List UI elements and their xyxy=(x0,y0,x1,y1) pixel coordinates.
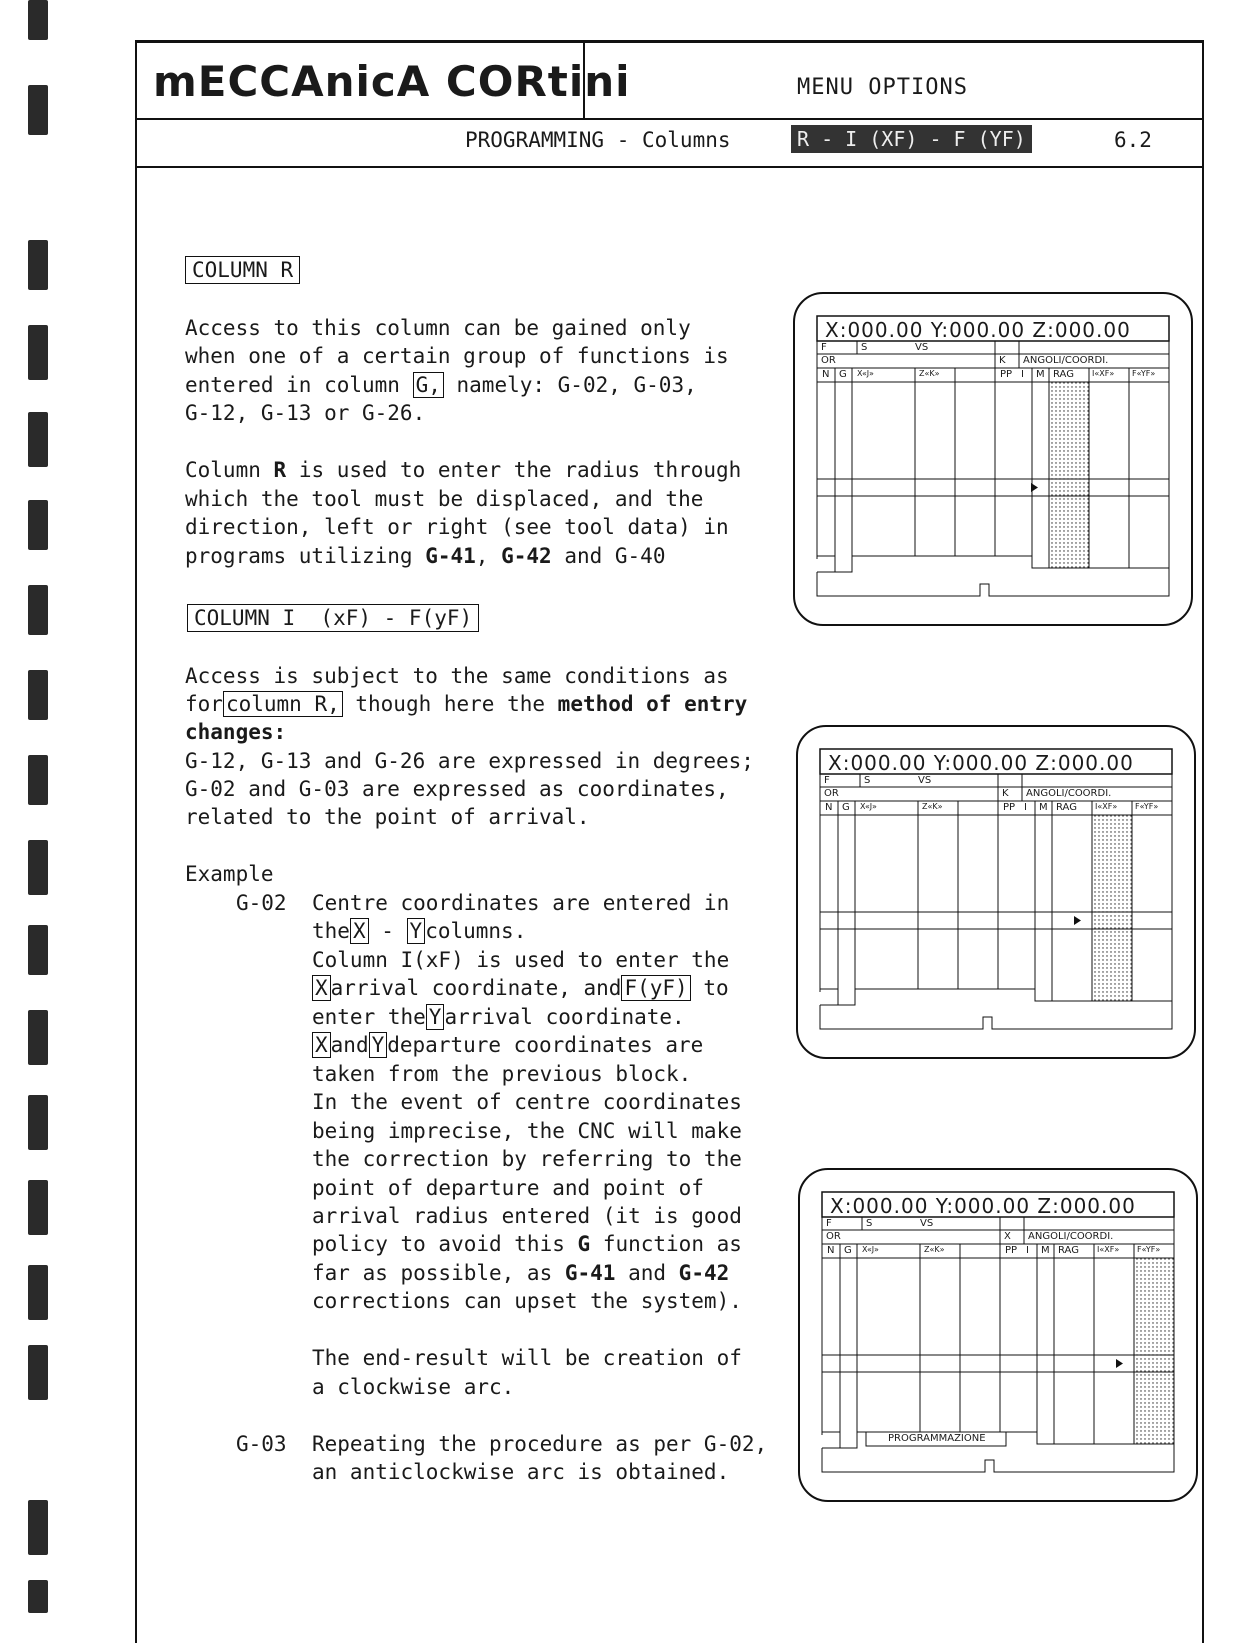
code-label: G-03 xyxy=(236,1432,287,1456)
coordinate-readout: X:000.00 Y:000.00 Z:000.00 xyxy=(828,751,1134,775)
col-ixf: I«XF» xyxy=(1092,369,1115,378)
col-zk: Z«K» xyxy=(919,369,940,378)
binder-mark xyxy=(28,325,48,380)
col-xj: X«J» xyxy=(860,802,877,811)
row-label-f: F xyxy=(824,775,830,786)
col-pp: PP xyxy=(1000,369,1013,380)
boxed-term: Y xyxy=(426,1004,445,1030)
binder-mark xyxy=(28,240,48,290)
binder-mark xyxy=(28,1010,48,1065)
boxed-term: Y xyxy=(407,918,426,944)
col-n: N xyxy=(825,802,833,813)
row-label-or: OR xyxy=(826,1231,841,1242)
column-r-label: COLUMN R xyxy=(185,256,300,284)
col-fyf: F«YF» xyxy=(1135,802,1159,811)
col-xj: X«J» xyxy=(862,1245,879,1254)
col-zk: Z«K» xyxy=(924,1245,945,1254)
angoli-label: ANGOLI/COORDI. xyxy=(1023,355,1109,366)
text-line: which the tool must be displaced, and the xyxy=(185,487,704,511)
text-line: the correction by referring to the xyxy=(312,1147,742,1171)
boxed-term: G, xyxy=(413,372,444,398)
row-label-s: S xyxy=(866,1218,873,1229)
logo-box xyxy=(137,43,631,118)
text-line: taken from the previous block. xyxy=(312,1062,692,1086)
row-label-s: S xyxy=(864,775,871,786)
columns-badge: R - I (XF) - F (YF) xyxy=(791,125,1032,153)
col-fyf: F«YF» xyxy=(1132,369,1156,378)
text-line: X and Y departure coordinates are xyxy=(312,1031,703,1060)
cnc-screen-2 xyxy=(796,725,1196,1059)
col-g: G xyxy=(842,802,850,813)
text-line: related to the point of arrival. xyxy=(185,805,590,829)
col-ixf: I«XF» xyxy=(1097,1245,1120,1254)
text-line: arrival radius entered (it is good xyxy=(312,1204,742,1228)
row-label-vs: VS xyxy=(918,775,932,786)
boxed-term: X xyxy=(312,975,331,1001)
boxed-term: column R, xyxy=(223,691,343,717)
coordinate-readout: X:000.00 Y:000.00 Z:000.00 xyxy=(825,318,1131,342)
binder-mark xyxy=(28,585,48,635)
text-line: direction, left or right (see tool data) in xyxy=(185,515,729,539)
row-label-k: K xyxy=(999,355,1006,366)
text-line: the X - Y columns. xyxy=(312,919,527,943)
col-m: M xyxy=(1039,802,1048,813)
programming-label: PROGRAMMING - Columns xyxy=(465,128,731,152)
col-g: G xyxy=(844,1245,852,1256)
text-line: changes: xyxy=(185,720,287,744)
text-line: Centre coordinates are entered in xyxy=(312,891,730,915)
row-label-f: F xyxy=(826,1218,832,1229)
binder-mark xyxy=(28,1095,48,1150)
boxed-term: Y xyxy=(369,1032,388,1058)
sub-header xyxy=(137,120,1202,168)
binder-mark xyxy=(28,840,48,895)
binder-mark xyxy=(28,670,48,720)
screen-grid xyxy=(800,1170,1196,1500)
code-label: G-02 xyxy=(236,891,287,915)
row-label-k: X xyxy=(1004,1231,1011,1242)
col-m: M xyxy=(1036,369,1045,380)
text-line: an anticlockwise arc is obtained. xyxy=(312,1460,730,1484)
col-rag: RAG xyxy=(1053,369,1074,380)
col-zk: Z«K» xyxy=(922,802,943,811)
text-line: The end-result will be creation of xyxy=(312,1346,742,1370)
screen-grid xyxy=(798,727,1194,1057)
binder-mark xyxy=(28,1580,48,1613)
col-rag: RAG xyxy=(1056,802,1077,813)
text-line: Access is subject to the same conditions as xyxy=(185,664,729,688)
text-line: Access to this column can be gained only xyxy=(185,316,691,340)
col-i: I xyxy=(1021,369,1024,380)
footer-label: PROGRAMMAZIONE xyxy=(888,1433,986,1444)
column-i-label: COLUMN I (xF) - F(yF) xyxy=(187,604,479,632)
binder-mark xyxy=(28,500,48,550)
col-g: G xyxy=(839,369,847,380)
page-header xyxy=(137,43,1202,120)
boxed-term: X xyxy=(350,918,369,944)
col-pp: PP xyxy=(1003,802,1016,813)
text-line: G-02 and G-03 are expressed as coordinates, xyxy=(185,777,729,801)
boxed-term: X xyxy=(312,1032,331,1058)
text-line: Column R is used to enter the radius through xyxy=(185,458,742,482)
text-line: a clockwise arc. xyxy=(312,1375,515,1399)
text-line: policy to avoid this G function as xyxy=(312,1232,742,1256)
binder-mark xyxy=(28,412,48,467)
company-logo: mECCAnicA CORtini xyxy=(153,57,631,106)
binder-mark xyxy=(28,1265,48,1320)
row-label-s: S xyxy=(861,342,868,353)
text-line: X arrival coordinate, and F(yF) to xyxy=(312,974,729,1003)
col-i: I xyxy=(1024,802,1027,813)
binder-mark xyxy=(28,85,48,135)
row-label-or: OR xyxy=(821,355,836,366)
example-heading: Example xyxy=(185,862,274,886)
text-line: G-12, G-13 and G-26 are expressed in degrees; xyxy=(185,749,754,773)
text-line: when one of a certain group of functions is xyxy=(185,344,729,368)
text-line: programs utilizing G-41, G-42 and G-40 xyxy=(185,544,666,568)
col-xj: X«J» xyxy=(857,369,874,378)
col-n: N xyxy=(822,369,830,380)
text-line: entered in column G, namely: G-02, G-03, xyxy=(185,373,697,397)
text-line: far as possible, as G-41 and G-42 xyxy=(312,1261,730,1285)
section-number: 6.2 xyxy=(1114,128,1152,152)
text-line: Repeating the procedure as per G-02, xyxy=(312,1432,768,1456)
angoli-label: ANGOLI/COORDI. xyxy=(1028,1231,1114,1242)
row-label-vs: VS xyxy=(920,1218,934,1229)
col-fyf: F«YF» xyxy=(1137,1245,1161,1254)
text-line: In the event of centre coordinates xyxy=(312,1090,742,1114)
coordinate-readout: X:000.00 Y:000.00 Z:000.00 xyxy=(830,1194,1136,1218)
col-ixf: I«XF» xyxy=(1095,802,1118,811)
col-pp: PP xyxy=(1005,1245,1018,1256)
binder-mark xyxy=(28,1500,48,1555)
text-line: enter the Y arrival coordinate. xyxy=(312,1005,685,1029)
binder-mark xyxy=(28,0,48,40)
binder-mark xyxy=(28,1180,48,1235)
row-label-f: F xyxy=(821,342,827,353)
text-line: point of departure and point of xyxy=(312,1176,704,1200)
col-m: M xyxy=(1041,1245,1050,1256)
text-line: for column R, though here the method of entry xyxy=(185,692,748,716)
col-rag: RAG xyxy=(1058,1245,1079,1256)
col-n: N xyxy=(827,1245,835,1256)
row-label-vs: VS xyxy=(915,342,929,353)
col-i: I xyxy=(1026,1245,1029,1256)
binder-mark xyxy=(28,925,48,975)
boxed-term: F(yF) xyxy=(621,975,690,1001)
text-line: Column I(xF) is used to enter the xyxy=(312,948,730,972)
cnc-screen-1 xyxy=(793,292,1193,626)
cnc-screen-3 xyxy=(798,1168,1198,1502)
binder-mark xyxy=(28,755,48,805)
angoli-label: ANGOLI/COORDI. xyxy=(1026,788,1112,799)
screen-grid xyxy=(795,294,1191,624)
text-line: corrections can upset the system). xyxy=(312,1289,742,1313)
binder-mark xyxy=(28,1345,48,1400)
row-label-k: K xyxy=(1002,788,1009,799)
row-label-or: OR xyxy=(824,788,839,799)
text-line: being imprecise, the CNC will make xyxy=(312,1119,742,1143)
menu-title: MENU OPTIONS xyxy=(797,75,968,100)
text-line: G-12, G-13 or G-26. xyxy=(185,401,426,425)
